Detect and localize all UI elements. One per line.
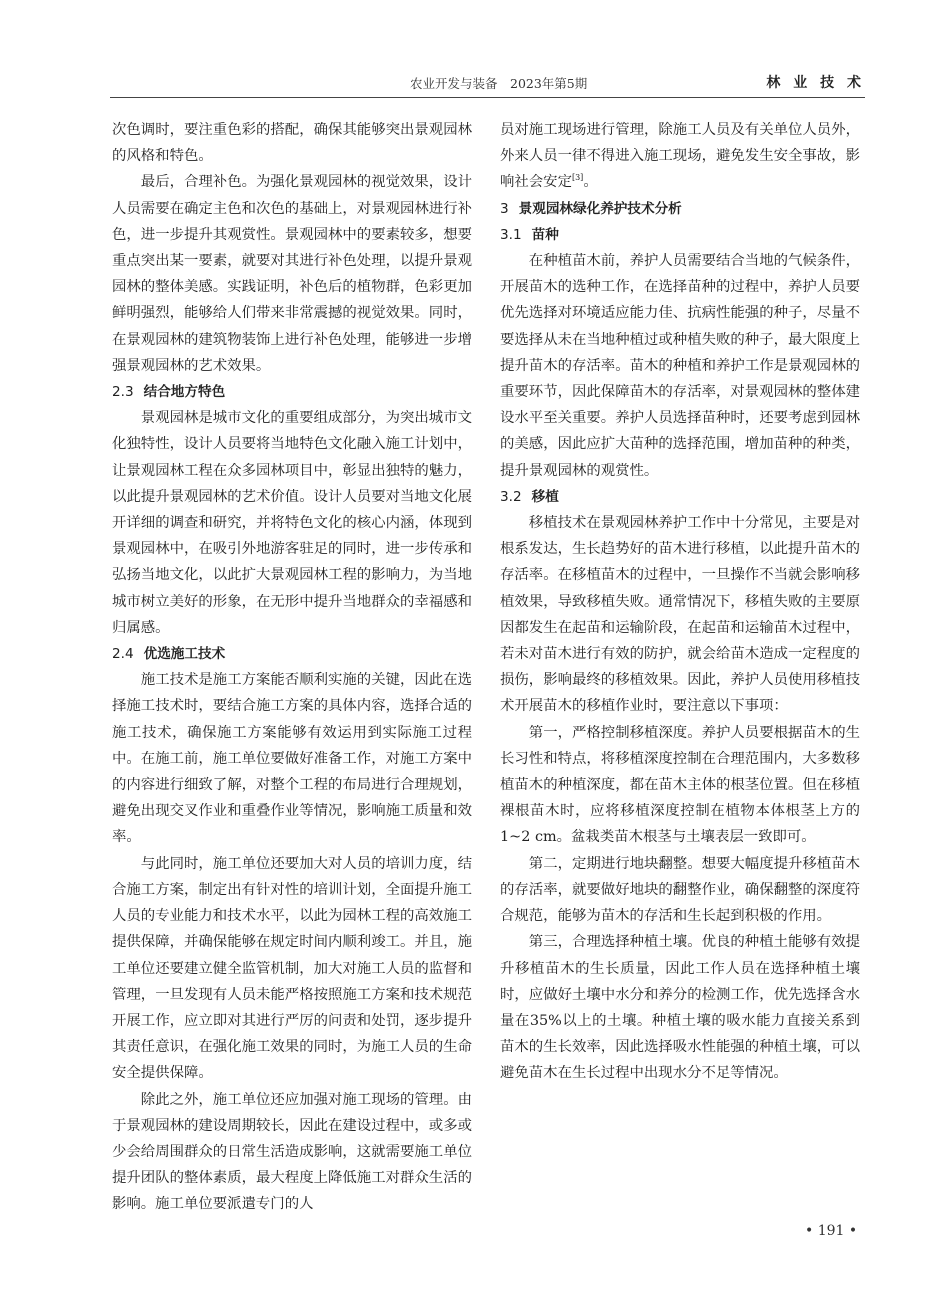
paragraph — [500, 117, 860, 196]
right-column — [500, 117, 860, 1087]
section-heading-3 — [500, 196, 860, 222]
paragraph-text: 员对施工现场进行管理，除施工人员及有关单位人员外，外来人员一律不得进入施工现场，避免发生安全事故，影响社会安定 — [500, 122, 860, 191]
heading-number: 3 — [500, 200, 509, 217]
paragraph: 在种植苗木前，养护人员需要结合当地的气候条件，开展苗木的选种工作，在选择苗种的过程中，养护人员要优先选择对环境适应能力佳、抗病性能强的种子，尽量不要选择从未在当地种植过或种植失败的种子，最大限度上提升苗木的存活率。苗木的种植和养护工作是景观园林的重要环节，因此保障苗木的存活率，对景观园林的整体建设水平至关重要。养护人员选择苗种时，还要考虑到园林的美感，因此应扩大苗种的选择范围，增加苗种的种类，提升景观园林的观赏性。 — [500, 253, 860, 479]
heading-title: 优选施工技术 — [143, 646, 226, 663]
heading-title: 苗种 — [531, 226, 559, 243]
heading-number: 3.1 — [500, 226, 522, 243]
heading-number: 2.3 — [112, 384, 134, 401]
heading-number: 3.2 — [500, 488, 522, 505]
section-tag: 林 业 技 术 — [766, 75, 865, 91]
paragraph: 第三，合理选择种植土壤。优良的种植土能够有效提升移植苗木的生长质量，因此工作人员在选择种植土壤时，应做好土壤中水分和养分的检测工作，优先选择含水量在35%以上的土壤。种植土壤的吸水能力直接关系到苗木的生长效率，因此选择吸水性能强的种植土壤，可以避免苗木在生长过程中出现水分不足等情况。 — [500, 934, 860, 1082]
citation-ref: [3] — [571, 173, 584, 183]
paragraph: 最后，合理补色。为强化景观园林的视觉效果，设计人员需要在确定主色和次色的基础上，对景观园林进行补色，进一步提升其观赏性。景观园林中的要素较多，想要重点突出某一要素，就要对其进行补色处理，以提升景观园林的整体美感。实践证明，补色后的植物群，色彩更加鲜明强烈，能够给人们带来非常震撼的视觉效果。同时，在景观园林的建筑物装饰上进行补色处理，能够进一步增强景观园林的艺术效果。 — [112, 174, 472, 374]
heading-title: 移植 — [531, 488, 559, 505]
section-heading-3-1 — [500, 222, 860, 248]
section-heading-2-3 — [112, 379, 472, 405]
paragraph: 与此同时，施工单位还要加大对人员的培训力度，结合施工方案，制定出有针对性的培训计划，全面提升施工人员的专业能力和技术水平，以此为园林工程的高效施工提供保障，并确保能够在规定时间内顺利竣工。并且，施工单位还要建立健全监管机制，加大对施工人员的监督和管理，一旦发现有人员未能严格按照施工方案和技术规范开展工作，应立即对其进行严厉的问责和处罚，逐步提升其责任意识，在强化施工效果的同时，为施工人员的生命安全提供保障。 — [112, 855, 472, 1082]
paragraph: 移植技术在景观园林养护工作中十分常见，主要是对根系发达，生长趋势好的苗木进行移植，以此提升苗木的存活率。在移植苗木的过程中，一旦操作不当就会影响移植效果，导致移植失败。通常情况下，移植失败的主要原因都发生在起苗和运输阶段，在起苗和运输苗木过程中，若未对苗木进行有效的防护，就会给苗木造成一定程度的损伤，影响最终的移植效果。因此，养护人员使用移植技术开展苗木的移植作业时，要注意以下事项： — [500, 515, 860, 715]
page-number: • 191 • — [805, 1223, 858, 1239]
heading-title: 景观园林绿化养护技术分析 — [518, 200, 682, 217]
section-heading-2-4 — [112, 641, 472, 667]
section-heading-3-2 — [500, 484, 860, 510]
paragraph: 景观园林是城市文化的重要组成部分，为突出城市文化独特性，设计人员要将当地特色文化融入施工计划中，让景观园林工程在众多园林项目中，彰显出独特的魅力，以此提升景观园林的艺术价值。设计人员要对当地文化展开详细的调查和研究，并将特色文化的核心内涵，体现到景观园林中，在吸引外地游客驻足的同时，进一步传承和弘扬当地文化，以此扩大景观园林工程的影响力，为当地城市树立美好的形象，在无形中提升当地群众的幸福感和归属感。 — [112, 410, 472, 636]
paragraph: 第一，严格控制移植深度。养护人员要根据苗木的生长习性和特点，将移植深度控制在合理范围内，大多数移植苗木的种植深度，都在苗木主体的根茎位置。但在移植裸根苗木时，应将移植深度控制在植物本体根茎上方的1~2 cm。盆栽类苗木根茎与土壤表层一致即可。 — [500, 724, 860, 846]
left-column — [112, 117, 472, 1218]
paragraph: 第二，定期进行地块翻整。想要大幅度提升移植苗木的存活率，就要做好地块的翻整作业，确保翻整的深度符合规范，能够为苗木的存活和生长起到积极的作用。 — [500, 855, 860, 925]
heading-number: 2.4 — [112, 646, 134, 663]
paragraph: 次色调时，要注重色彩的搭配，确保其能够突出景观园林的风格和特色。 — [112, 122, 472, 165]
running-header — [110, 70, 865, 96]
paragraph: 施工技术是施工方案能否顺利实施的关键，因此在选择施工技术时，要结合施工方案的具体内容，选择合适的施工技术，确保施工方案能够有效运用到实际施工过程中。在施工前，施工单位要做好准备工作，对施工方案中的内容进行细致了解，对整个工程的布局进行合理规划，避免出现交叉作业和重叠作业等情况，影响施工质量和效率。 — [112, 672, 472, 846]
paragraph-end: 。 — [583, 174, 598, 191]
journal-title: 农业开发与装备 2023年第5期 — [410, 76, 588, 91]
paragraph: 除此之外，施工单位还应加强对施工现场的管理。由于景观园林的建设周期较长，因此在建设过程中，或多或少会给周围群众的日常生活造成影响，这就需要施工单位提升团队的整体素质，最大程度上降低施工对群众生活的影响。施工单位要派遣专门的人 — [112, 1091, 472, 1213]
heading-title: 结合地方特色 — [143, 384, 226, 401]
header-rule — [110, 97, 865, 98]
